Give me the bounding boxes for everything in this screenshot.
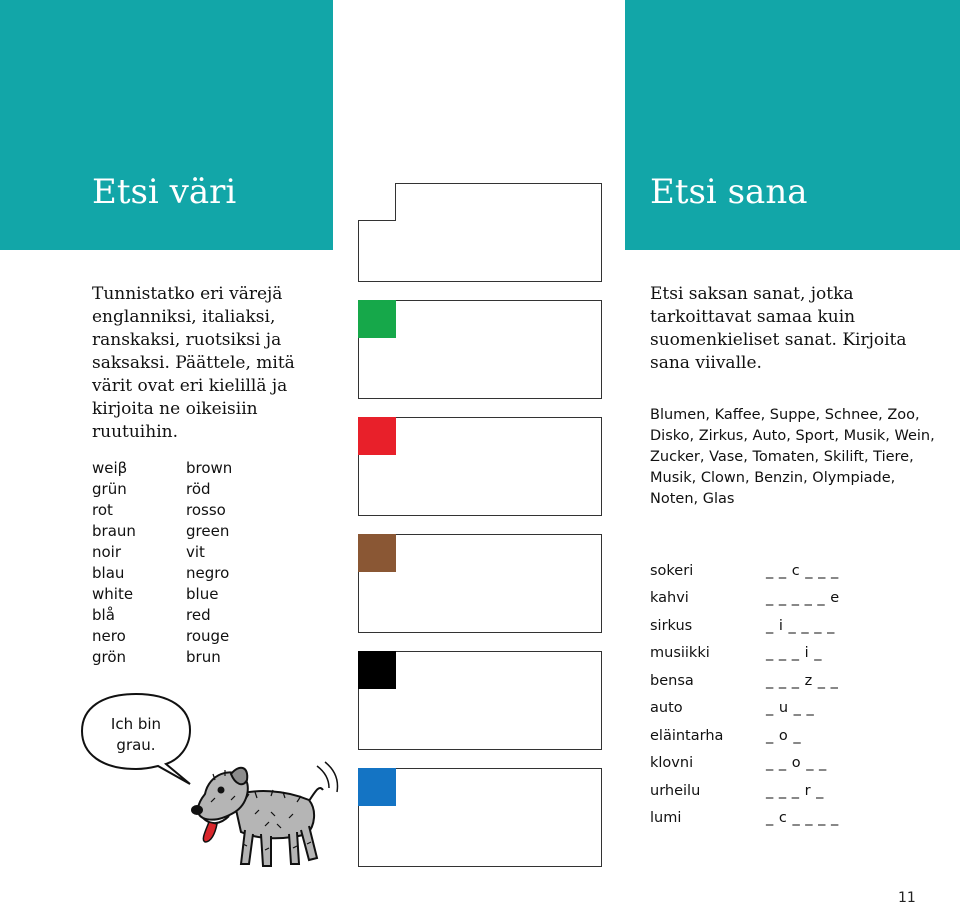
finnish-word: sokeri	[650, 562, 694, 579]
speech-bubble-text: Ich bin grau.	[110, 715, 162, 754]
color-words-column-1	[92, 458, 136, 668]
color-word: brun	[186, 648, 221, 666]
finnish-word: urheilu	[650, 782, 701, 799]
finnish-word: lumi	[650, 810, 682, 827]
puzzle-row[interactable]	[650, 722, 880, 750]
page-number: 11	[898, 890, 916, 906]
puzzle-row[interactable]	[650, 585, 880, 613]
color-word: blau	[92, 564, 125, 582]
puzzle-row[interactable]	[650, 695, 880, 723]
color-word: noir	[92, 543, 122, 561]
color-word: brown	[186, 459, 233, 477]
finnish-word: bensa	[650, 672, 694, 689]
color-words-column-2	[186, 458, 232, 668]
answer-pattern: _ _ _ r _	[766, 782, 824, 799]
puzzle-row[interactable]	[650, 557, 880, 585]
puzzle-row[interactable]	[650, 777, 880, 805]
finnish-word: auto	[650, 700, 683, 717]
color-word: rouge	[186, 627, 230, 645]
color-answer-box-green[interactable]	[358, 300, 602, 399]
color-answer-box-white[interactable]	[358, 183, 602, 282]
color-swatch	[358, 651, 396, 689]
color-word: braun	[92, 522, 136, 540]
left-title: Etsi väri	[92, 172, 237, 212]
color-word: blue	[186, 585, 219, 603]
color-word: rosso	[186, 501, 226, 519]
color-swatch	[358, 300, 396, 338]
puzzle-row[interactable]	[650, 612, 880, 640]
color-word: weiβ	[92, 459, 128, 477]
finnish-word: sirkus	[650, 617, 693, 634]
color-word: röd	[186, 480, 211, 498]
right-title-banner	[625, 0, 960, 250]
puzzle-row[interactable]	[650, 640, 880, 668]
color-swatch	[358, 768, 396, 806]
word-puzzle-list	[650, 557, 880, 832]
color-word: nero	[92, 627, 126, 645]
color-swatch	[358, 534, 396, 572]
answer-pattern: _ c _ _ _ _	[766, 810, 839, 827]
color-swatch	[358, 417, 396, 455]
grey-dog-illustration	[185, 760, 345, 870]
color-answer-box-brown[interactable]	[358, 534, 602, 633]
color-word: white	[92, 585, 134, 603]
answer-pattern: _ i _ _ _ _	[766, 617, 835, 634]
answer-pattern: _ _ c _ _ _	[766, 562, 839, 579]
color-answer-box-blue[interactable]	[358, 768, 602, 867]
color-word: negro	[186, 564, 230, 582]
finnish-word: kahvi	[650, 590, 689, 607]
answer-pattern: _ _ _ i _	[766, 645, 822, 662]
finnish-word: eläintarha	[650, 727, 724, 744]
color-word: grön	[92, 648, 127, 666]
color-word: grün	[92, 480, 127, 498]
answer-pattern: _ _ _ z _ _	[766, 672, 839, 689]
left-title-banner	[0, 0, 333, 250]
color-word: blå	[92, 606, 115, 624]
color-word: rot	[92, 501, 113, 519]
color-answer-box-red[interactable]	[358, 417, 602, 516]
answer-pattern: _ o _	[766, 727, 802, 744]
finnish-word: klovni	[650, 755, 694, 772]
word-search-instructions: Etsi saksan sanat, jotka tarkoittavat samaa kuin suomenkieliset sanat. Kirjoita sana viivalle.	[650, 284, 907, 373]
answer-pattern: _ u _ _	[766, 700, 815, 717]
finnish-word: musiikki	[650, 645, 710, 662]
answer-pattern: _ _ o _ _	[766, 755, 827, 772]
intro-paragraph: Tunnistatko eri värejä englanniksi, italiaksi, ranskaksi, ruotsiksi ja saksaksi. Päättele, mitä värit ovat eri kielillä ja kirjoita ne oikeisiin ruutuihin.	[92, 284, 295, 442]
puzzle-row[interactable]	[650, 805, 880, 833]
color-word: red	[186, 606, 211, 624]
answer-pattern: _ _ _ _ _ e	[766, 590, 840, 607]
word-bank: Blumen, Kaffee, Suppe, Schnee, Zoo, Disko, Zirkus, Auto, Sport, Musik, Wein, Zucker, Vase, Tomaten, Skilift, Tiere, Musik, Clown, Benzin, Olympiade, Noten, Glas	[650, 407, 935, 507]
color-word: vit	[186, 543, 205, 561]
puzzle-row[interactable]	[650, 750, 880, 778]
color-answer-box-black[interactable]	[358, 651, 602, 750]
right-title: Etsi sana	[650, 172, 808, 212]
puzzle-row[interactable]	[650, 667, 880, 695]
color-word: green	[186, 522, 230, 540]
color-swatch	[358, 183, 396, 221]
